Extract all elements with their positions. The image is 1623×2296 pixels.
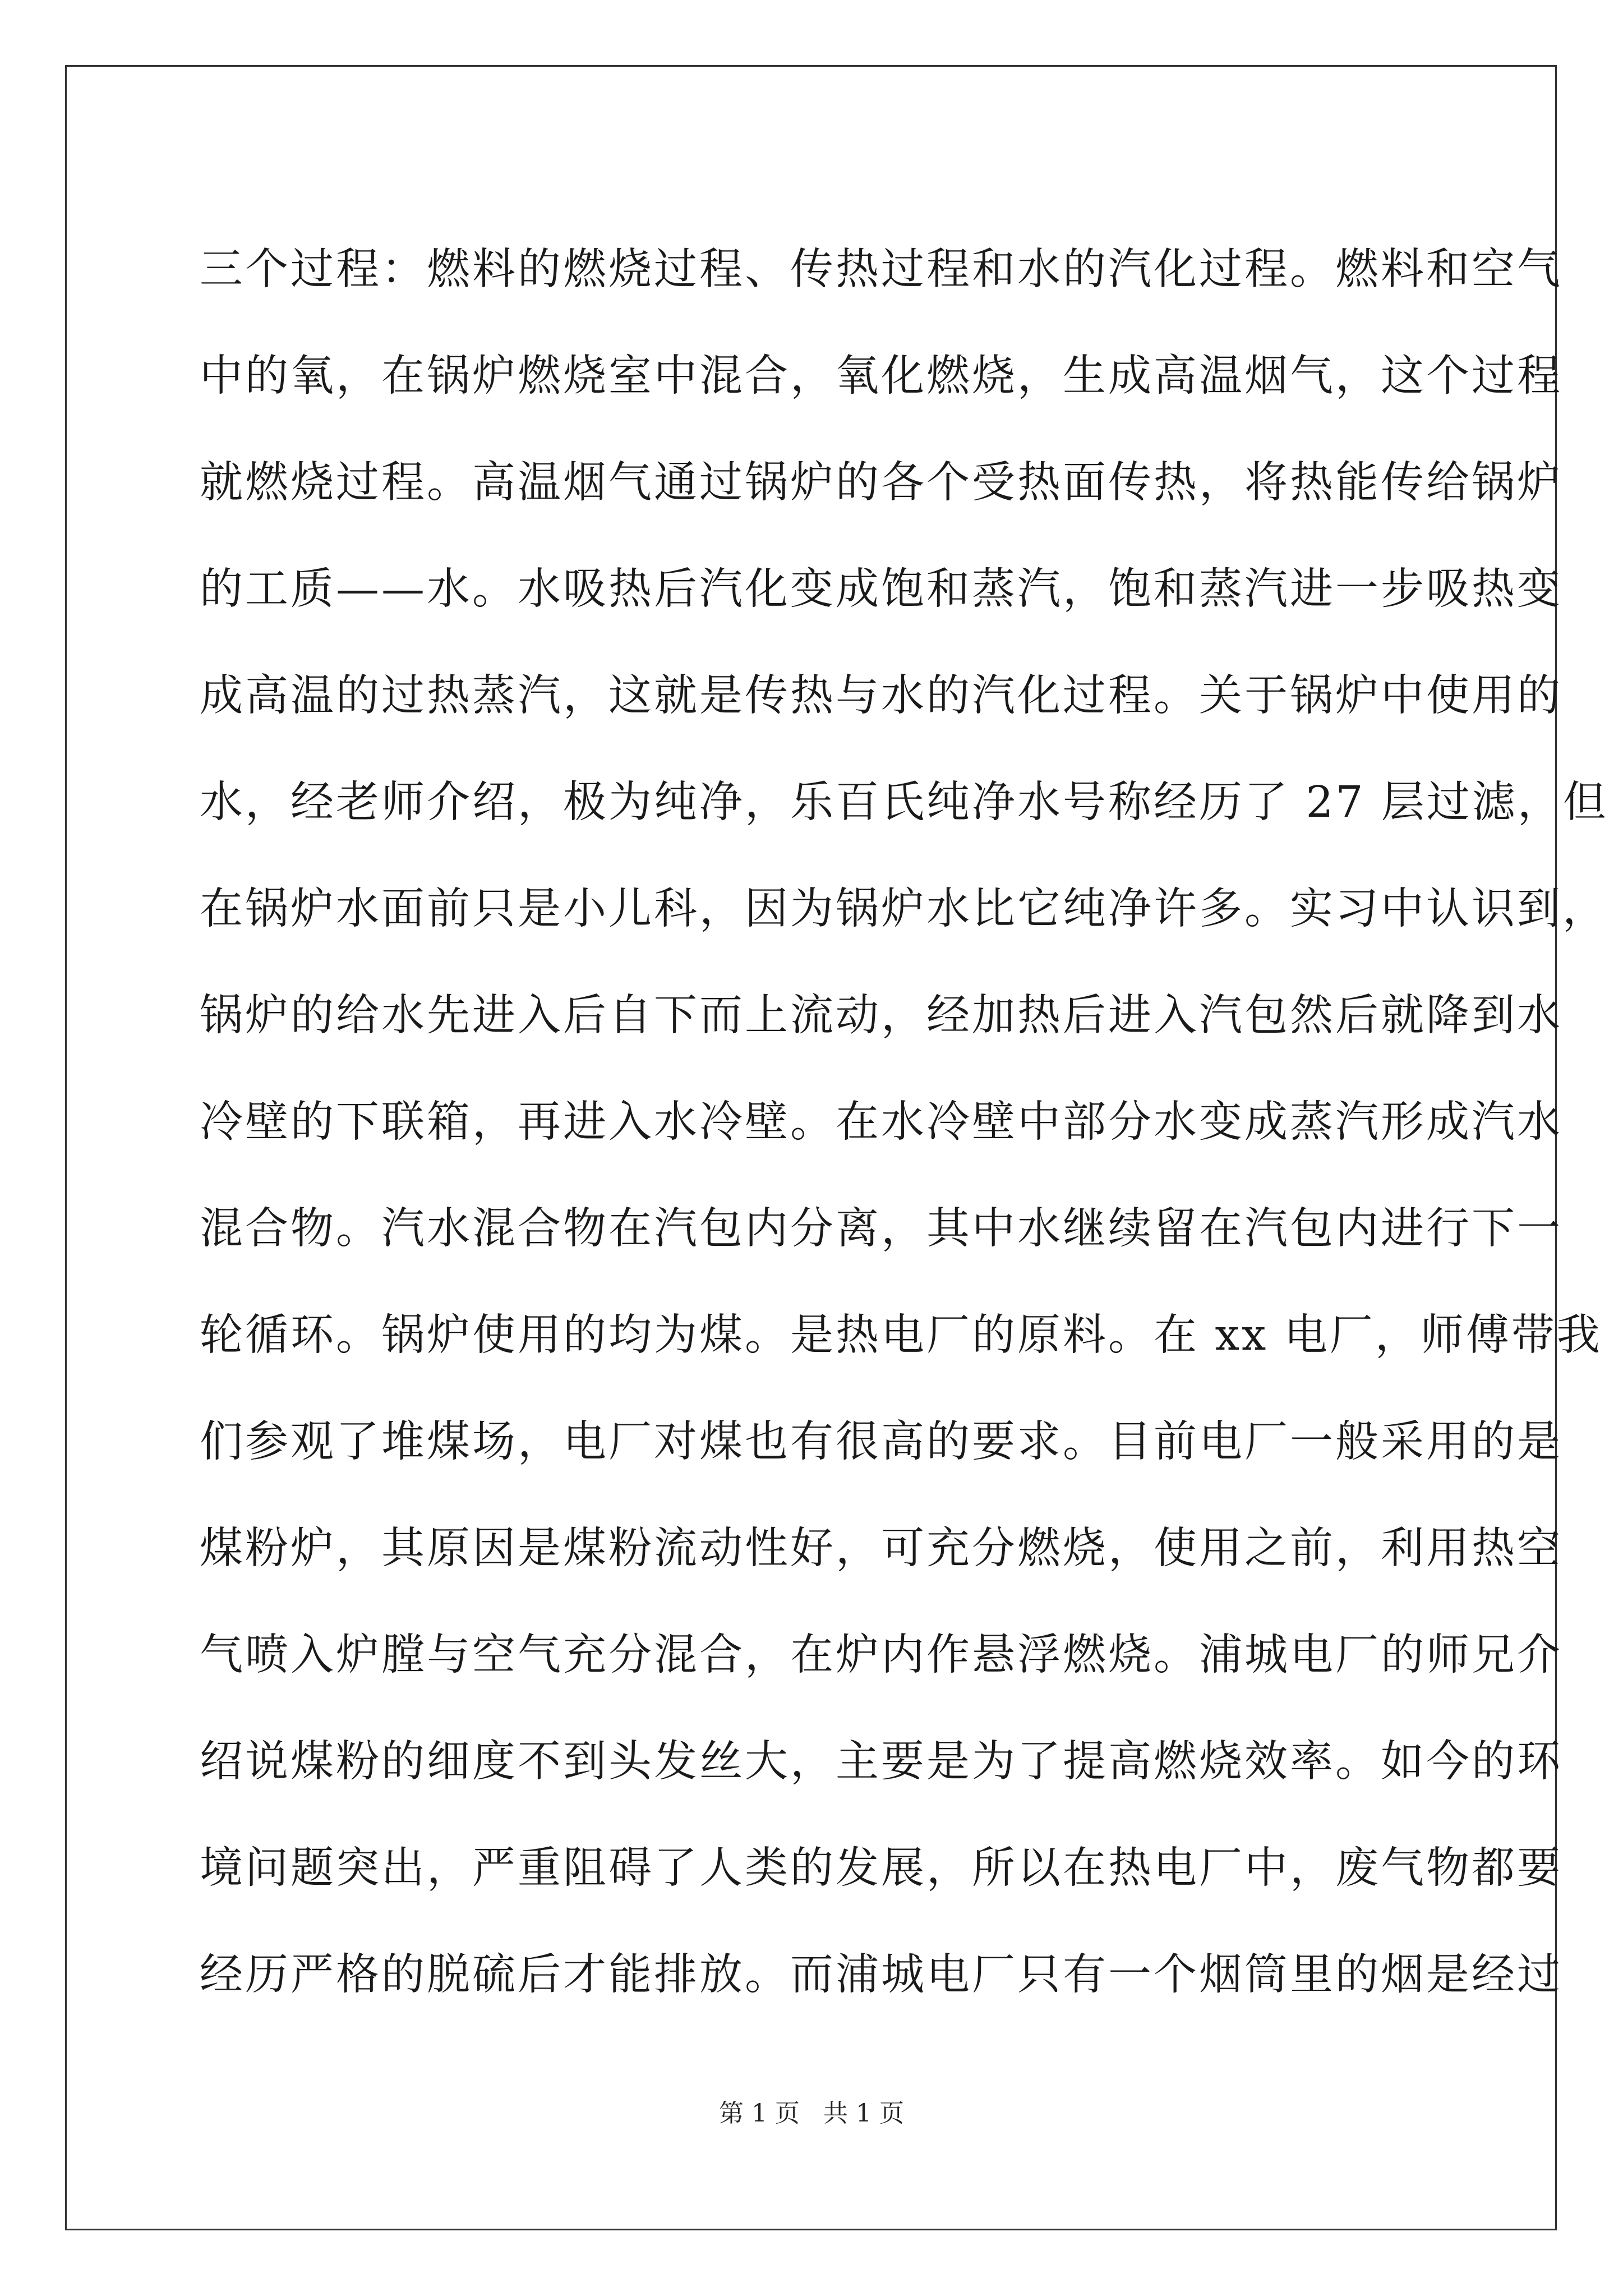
page-footer	[0, 2097, 1623, 2131]
text-line: 锅炉的给水先进入后自下而上流动，经加热后进入汽包然后就降到水	[200, 991, 1562, 1041]
text-line: 就燃烧过程。高温烟气通过锅炉的各个受热面传热，将热能传给锅炉	[200, 458, 1562, 508]
text-line: 经历严格的脱硫后才能排放。而浦城电厂只有一个烟筒里的烟是经过	[200, 1950, 1562, 2000]
text-line: 三个过程：燃料的燃烧过程、传热过程和水的汽化过程。燃料和空气	[200, 245, 1562, 295]
text-line: 混合物。汽水混合物在汽包内分离，其中水继续留在汽包内进行下一	[200, 1204, 1562, 1254]
page-total: 共 1 页	[823, 2099, 904, 2128]
text-line: 冷壁的下联箱，再进入水冷壁。在水冷壁中部分水变成蒸汽形成汽水	[200, 1097, 1562, 1147]
text-line: 水，经老师介绍，极为纯净，乐百氏纯净水号称经历了 27 层过滤，但	[200, 777, 1608, 827]
text-line: 境问题突出，严重阻碍了人类的发展，所以在热电厂中，废气物都要	[200, 1843, 1562, 1893]
text-line: 的工质——水。水吸热后汽化变成饱和蒸汽，饱和蒸汽进一步吸热变	[200, 564, 1562, 614]
text-line: 轮循环。锅炉使用的均为煤。是热电厂的原料。在 xx 电厂，师傅带我	[200, 1310, 1602, 1360]
text-line: 气喷入炉膛与空气充分混合，在炉内作悬浮燃烧。浦城电厂的师兄介	[200, 1630, 1562, 1680]
page-number: 第 1 页	[719, 2099, 800, 2128]
body-text	[200, 217, 1608, 2028]
text-line: 中的氧，在锅炉燃烧室中混合，氧化燃烧，生成高温烟气，这个过程	[200, 351, 1562, 401]
text-line: 成高温的过热蒸汽，这就是传热与水的汽化过程。关于锅炉中使用的	[200, 671, 1562, 721]
text-line: 绍说煤粉的细度不到头发丝大，主要是为了提高燃烧效率。如今的环	[200, 1737, 1562, 1787]
text-line: 们参观了堆煤场，电厂对煤也有很高的要求。目前电厂一般采用的是	[200, 1417, 1562, 1467]
text-line: 煤粉炉，其原因是煤粉流动性好，可充分燃烧，使用之前，利用热空	[200, 1524, 1562, 1573]
text-line: 在锅炉水面前只是小儿科，因为锅炉水比它纯净许多。实习中认识到，	[200, 884, 1608, 934]
